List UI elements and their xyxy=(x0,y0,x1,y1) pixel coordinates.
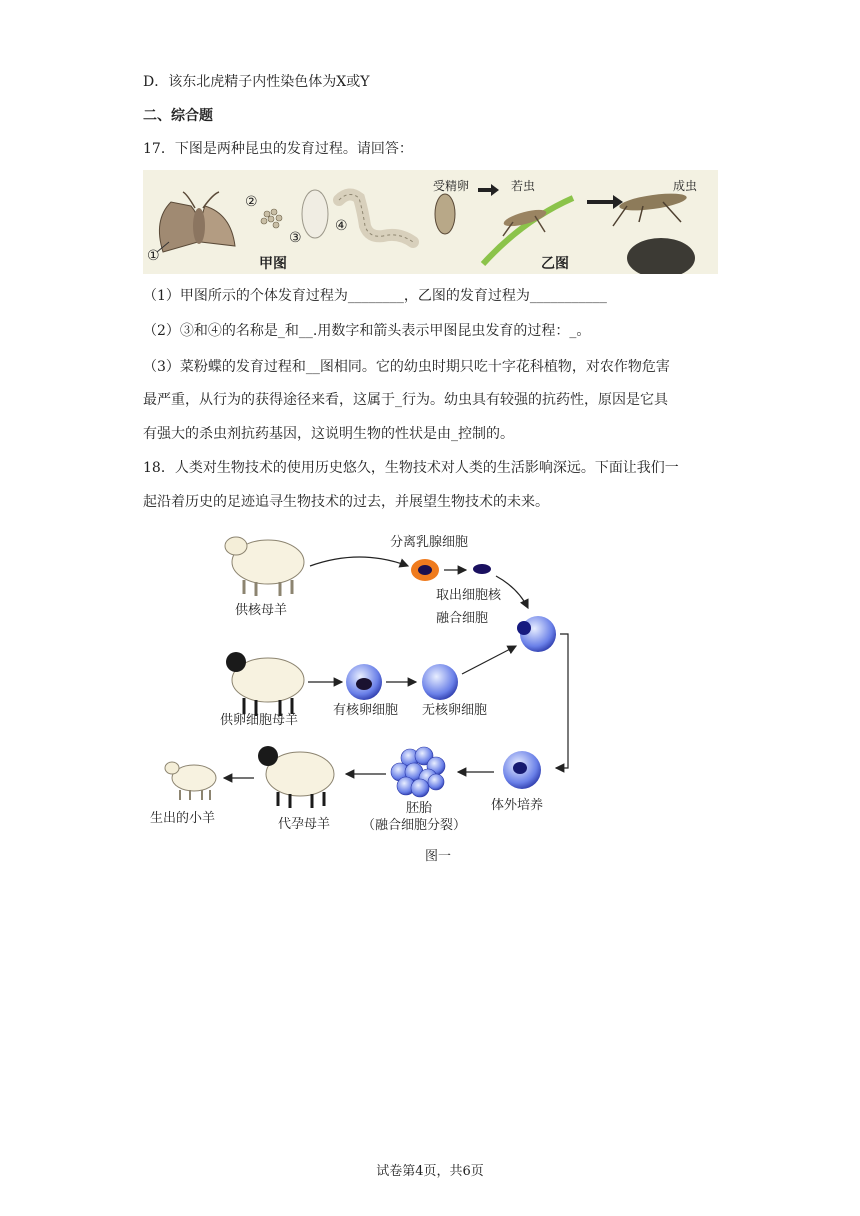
insect-development-figure xyxy=(143,170,718,274)
label-surrogate-ewe: 代孕母羊 xyxy=(278,817,331,832)
label-adult: 成虫 xyxy=(673,179,698,193)
label-take-nucleus: 取出细胞核 xyxy=(436,588,502,603)
q18-line1: 18．人类对生物技术的使用历史悠久，生物技术对人类的生活影响深远。下面让我们一 xyxy=(143,460,679,476)
surrogate-ewe xyxy=(258,746,334,808)
label-num3: ③ xyxy=(289,230,302,246)
pupa-cocoon xyxy=(302,190,328,238)
label-embryo-note: （融合细胞分裂） xyxy=(362,818,467,833)
q17-sub2: （2）③和④的名称是_和__.用数字和箭头表示甲图昆虫发育的过程：_。 xyxy=(143,323,591,339)
q18-line2: 起沿着历史的足迹追寻生物技术的过去，并展望生物技术的未来。 xyxy=(143,494,549,510)
label-enucleated-egg: 无核卵细胞 xyxy=(422,703,488,718)
fertilized-egg xyxy=(435,194,455,234)
label-nymph: 若虫 xyxy=(511,179,536,193)
label-separate-cells: 分离乳腺细胞 xyxy=(390,535,469,550)
label-lamb: 生出的小羊 xyxy=(150,811,216,826)
q17-sub1: （1）甲图所示的个体发育过程为________，乙图的发育过程为___________ xyxy=(143,288,607,304)
mammary-cell xyxy=(411,559,439,581)
cloning-diagram xyxy=(140,522,580,867)
option-d: D．该东北虎精子内性染色体为X或Y xyxy=(143,74,370,90)
label-donor-nucleus-ewe: 供核母羊 xyxy=(235,603,288,618)
embryo xyxy=(391,747,445,797)
figure-caption: 图一 xyxy=(425,849,452,864)
enucleated-egg-cell xyxy=(422,664,458,700)
page-footer: 试卷第4页，共6页 xyxy=(376,1164,484,1179)
label-num4: ④ xyxy=(335,218,348,234)
label-nucleated-egg: 有核卵细胞 xyxy=(333,703,399,718)
nucleus xyxy=(473,564,491,574)
label-egg-donor-ewe: 供卵细胞母羊 xyxy=(220,713,299,728)
q17-sub3-line2: 最严重，从行为的获得途径来看，这属于_行为。幼虫具有较强的抗药性，原因是它具 xyxy=(143,392,668,408)
label-fused-cell: 融合细胞 xyxy=(436,611,489,626)
label-num2: ② xyxy=(245,194,258,210)
label-right-figure: 乙图 xyxy=(541,256,569,272)
cultured-cell xyxy=(503,751,541,789)
nucleated-egg-cell xyxy=(346,664,382,700)
label-embryo: 胚胎 xyxy=(406,801,433,816)
section-title: 二、综合题 xyxy=(143,108,213,124)
label-left-figure: 甲图 xyxy=(259,256,287,272)
label-num1: ① xyxy=(147,248,160,264)
label-in-vitro-culture: 体外培养 xyxy=(491,798,544,813)
egg-donor-ewe xyxy=(226,652,304,716)
label-fertilized-egg: 受精卵 xyxy=(433,179,470,193)
lamb xyxy=(165,762,216,800)
q17-sub3-line3: 有强大的杀虫剂抗药基因，这说明生物的性状是由_控制的。 xyxy=(143,426,514,442)
donor-nucleus-ewe xyxy=(225,537,304,596)
q17-sub3-line1: （3）菜粉蝶的发育过程和__图相同。它的幼虫时期只吃十字花科植物，对农作物危害 xyxy=(143,359,670,375)
q17-stem: 17．下图是两种昆虫的发育过程。请回答： xyxy=(143,141,413,157)
